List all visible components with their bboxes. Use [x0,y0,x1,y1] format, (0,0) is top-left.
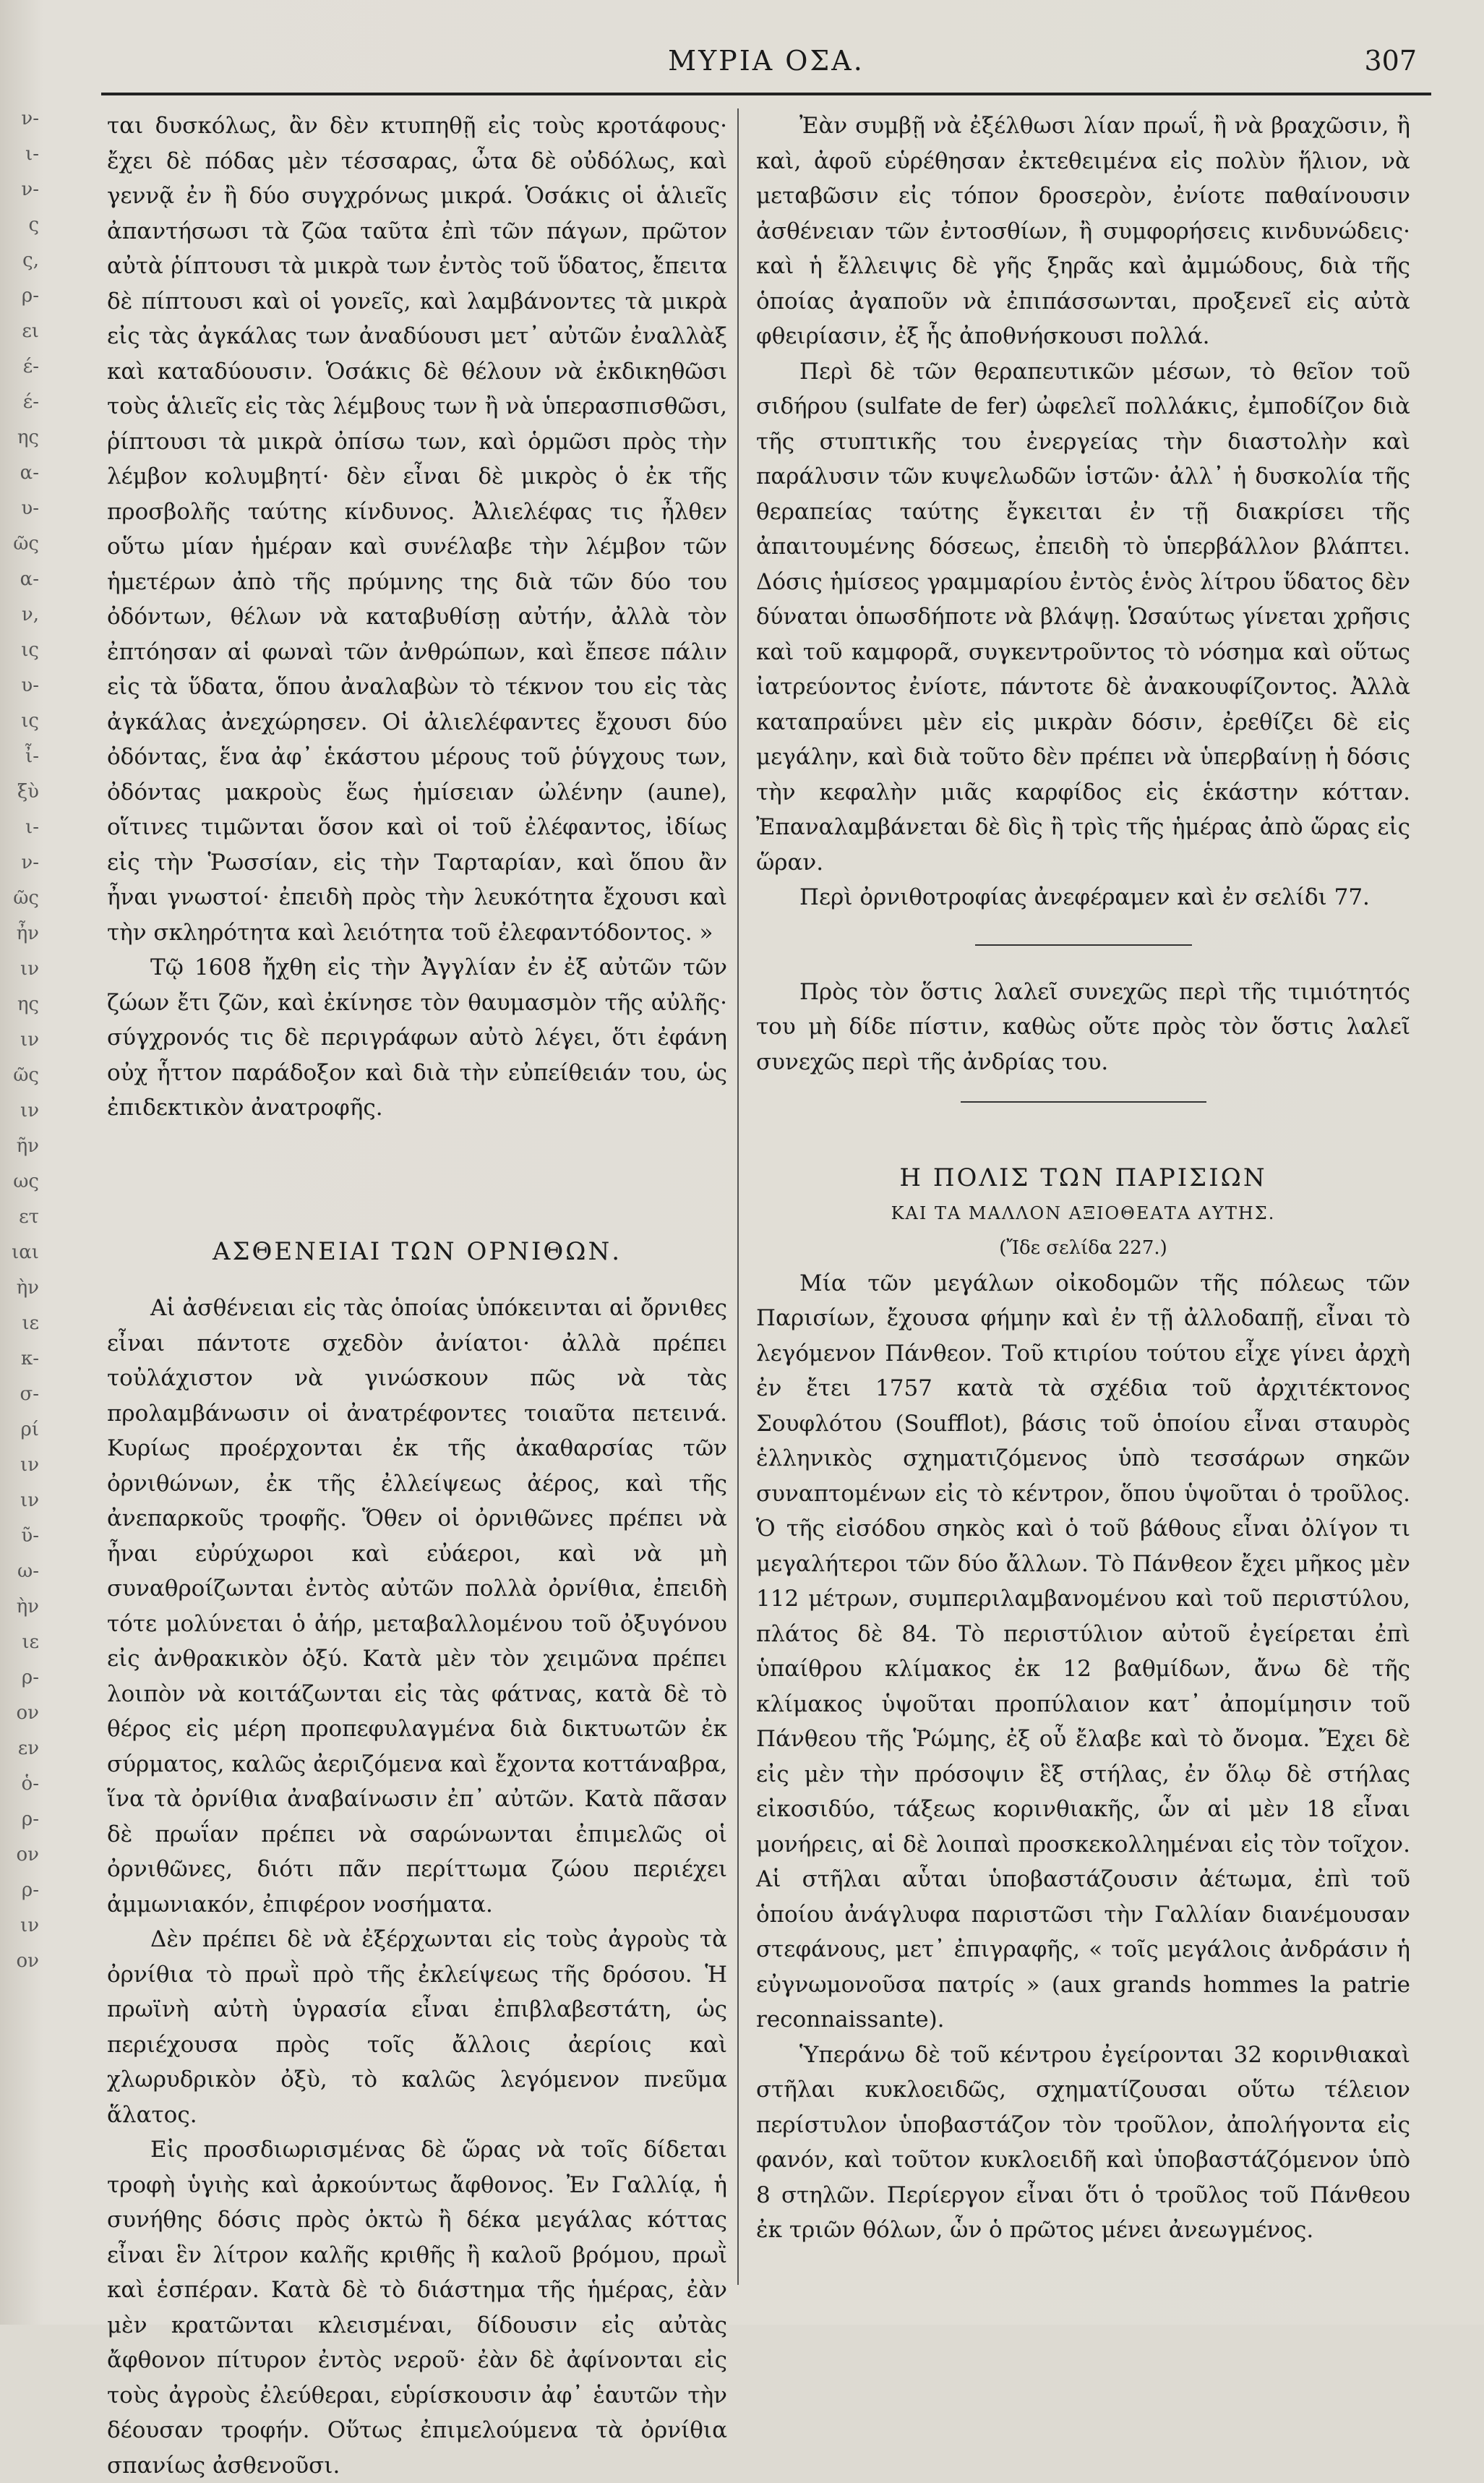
spacer [756,946,1410,975]
section-subtitle-paris: ΚΑΙ ΤΑ ΜΑΛΛΟΝ ΑΞΙΟΘΕΑΤΑ ΑΥΤΗΣ. [891,1202,1276,1223]
gutter-fragment: έ- [22,356,39,377]
gutter-fragment: ι- [25,143,39,165]
section-title-paris: Η ΠΟΛΙΣ ΤΩΝ ΠΑΡΙΣΙΩΝ [899,1163,1267,1192]
gutter-fragment: υ- [21,675,39,696]
paragraph-reference: Περὶ ὀρνιθοτροφίας ἀνεφέραμεν καὶ ἐν σελίδι 77. [799,884,1370,910]
column-divider [737,108,739,2285]
gutter-fragment: ς, [22,249,39,271]
paragraph-fields: Δὲν πρέπει δὲ νὰ ἐξέρχωνται εἰς τοὺς ἀγροὺς τὰ ὀρνίθια τὸ πρωῒ πρὸ τῆς ἐκλείψεως τῆς δρόσου. Ἡ πρωϊνὴ αὐτὴ ὑγρασία εἶναι ἐπιβλαβεστάτη, ὡς περιέχουσα πρὸς τοῖς ἄλλοις ἀερίοις καὶ χλωρυδρικὸν ὀξὺ, τὸ καλῶς λεγόμενον πνεῦμα ἅλατος. [107,1926,727,2128]
gutter-fragment: ἦν [16,923,39,944]
gutter-fragment: ρ- [21,1879,39,1901]
gutter-fragment: ω- [17,1560,39,1582]
gutter-fragment: ιν [20,1029,39,1051]
right-column [756,108,1410,2299]
gutter-fragment: ρί [20,1419,39,1440]
gutter-fragment: ιν [20,1454,39,1476]
spacer [756,1103,1410,1161]
gutter-fragment: ς [28,214,39,236]
gutter-fragment: ῶς [13,887,39,909]
gutter-fragment: ῦ- [21,1525,39,1547]
gutter-fragment: ιν [20,1915,39,1936]
gutter-fragment: ιν [20,958,39,980]
gutter-fragment: ις [21,710,39,732]
running-header [101,45,1431,95]
gutter-fragment: ον [16,1702,39,1724]
gutter-fragment: ῆν [16,1135,39,1157]
page-number: 307 [1364,45,1417,77]
section-title-poultry-diseases: ΑΣΘΕΝΕΙΑΙ ΤΩΝ ΟΡΝΙΘΩΝ. [212,1236,622,1266]
gutter-fragment: α- [20,462,39,484]
paragraph-dome-columns: Ὑπεράνω δὲ τοῦ κέντρου ἐγείρονται 32 κορινθιακαὶ στῆλαι κυκλοειδῶς, σχηματίζουσαι οὕτω τέλειον περίστυλον ὑποβαστάζον τὸν τροῦλον, ἀπολήγοντα εἰς φανόν, καὶ τοῦτον κυκλοειδῆ καὶ ὑποβαστάζόμενον ὑπὸ 8 στηλῶν. Περίεργον εἶναι ὅτι ὁ τροῦλος τοῦ Πάνθεου ἐκ τριῶν θόλων, ὧν ὁ πρῶτος μένει ἀνεωγμένος. [756,2041,1410,2243]
gutter-fragment: ὁ- [21,1773,39,1795]
gutter-fragment: ξὺ [17,781,39,803]
gutter-fragment: ης [17,993,39,1015]
gutter-fragment: ρ- [21,1667,39,1688]
gutter-fragment: ῶς [13,1064,39,1086]
gutter-fragment: ν- [21,108,39,129]
paragraph-diseases: Αἱ ἀσθένειαι εἰς τὰς ὁποίας ὑπόκεινται αἱ ὄρνιθες εἶναι πάντοτε σχεδὸν ἀνίατοι· ἀλλὰ πρέπει τοὐλάχιστον νὰ γινώσκουν πῶς νὰ τὰς προλαμβάνωσιν οἱ ἀνατρέφοντες τοιαῦτα πετεινά. Κυρίως προέρχονται ἐκ τῆς ἀκαθαρσίας τῶν ὀρνιθώνων, ἐκ τῆς ἐλλείψεως ἀέρος, καὶ τῆς ἀνεπαρκοῦς τροφῆς. Ὅθεν οἱ ὀρνιθῶνες πρέπει νὰ ἦναι εὐρύχωροι καὶ εὐάεροι, καὶ νὰ μὴ συναθροίζωνται ἐντὸς αὐτῶν πολλὰ ὀρνίθια, ἐπειδὴ τότε μολύνεται ὁ ἀήρ, μεταβαλλομένου τοῦ ὀξυγόνου εἰς ἀνθρακικὸν ὀξύ. Κατὰ μὲν τὸν χειμῶνα πρέπει λοιπὸν νὰ κοιτάζωνται εἰς τὰς φάτνας, κατὰ δὲ τὸ θέρος εἰς μέρη προπεφυλαγμένα διὰ δικτυωτῶν ἐκ σύρματος, καλῶς ἀεριζόμενα καὶ ἔχοντα κοττάναβρα, ἵνα τὰ ὀρνίθια ἀναβαίνωσιν ἐπ᾽ αὐτῶν. Κατὰ πᾶσαν δὲ πρωΐαν πρέπει νὰ σαρώνωνται ἐπιμελῶς οἱ ὀρνιθῶνες, διότι πᾶν περίττωμα ζώου περιέχει ἀμμωνιακόν, ἐπιφέρον νοσήματα. [107,1295,727,1918]
paragraph-1608: Τῷ 1608 ἤχθη εἰς τὴν Ἀγγλίαν ἐν ἐξ αὐτῶν τῶν ζώων ἔτι ζῶν, καὶ ἐκίνησε τὸν θαυμασμὸν τῆς αὐλῆς· σύγχρονός τις δὲ περιγράφων αὐτὸ λέγει, ὅτι ἐφάνη οὐχ ἧττον παράδοξον καὶ διὰ τὴν εὐπείθειάν του, ὡς ἐπιδεκτικὸν ἀνατροφῆς. [107,954,727,1121]
spacer [107,1126,727,1234]
gutter-fragment: ν, [21,604,39,625]
paragraph-pantheon: Μία τῶν μεγάλων οἰκοδομῶν τῆς πόλεως τῶν Παρισίων, ἔχουσα φήμην καὶ ἐν τῇ ἀλλοδαπῇ, εἶναι τὸ λεγόμενον Πάνθεον. Τοῦ κτιρίου τούτου εἶχε γίνει ἀρχὴ ἐν ἔτει 1757 κατὰ τὰ σχέδια τοῦ ἀρχιτέκτονος Σουφλότου (Soufflot), βάσις τοῦ ὁποίου εἶναι σταυρὸς ἑλληνικὸς σχηματιζόμενος ὑπὸ τεσσάρων σηκῶν συναπτομένων εἰς τὸ κέντρον, ὅπου ὑψοῦται ὁ τροῦλος. Ὁ τῆς εἰσόδου σηκὸς καὶ ὁ τοῦ βάθους εἶναι ὀλίγον τι μεγαλήτεροι τῶν δύο ἄλλων. Τὸ Πάνθεον ἔχει μῆκος μὲν 112 μέτρων, συμπεριλαμβανομένου καὶ τοῦ περιστύλου, πλάτος δὲ 84. Τὸ περιστύλιον αὐτοῦ ἐγείρεται ἐπὶ ὑπαίθρου κλίμακος ἐκ 12 βαθμίδων, ἄνω δὲ τῆς κλίμακος ὑψοῦται προπύλαιον κατ᾽ ἀπομίμησιν τοῦ Πάνθεου τῆς Ῥώμης, ἐξ οὗ ἔλαβε καὶ τὸ ὄνομα. Ἔχει δὲ εἰς μὲν τὴν πρόσοψιν ἓξ στήλας, ἐν ὅλῳ δὲ στήλας εἰκοσιδύο, τάξεως κορινθιακῆς, ὧν αἱ μὲν 18 εἶναι μονήρεις, αἱ δὲ λοιπαὶ προσκεκολλημέναι εἰς τὸν τοῖχον. Αἱ στῆλαι αὗται ὑποβαστάζουσιν ἀέτωμα, ἐπὶ τοῦ ὁποίου ἀνάγλυφα παριστῶσι τὴν Γαλλίαν διανέμουσαν στεφάνους, μετ᾽ ἐπιγραφῆς, « τοῖς μεγάλοις ἀνδράσιν ἡ εὐγνωμονοῦσα πατρίς » (aux grands hommes la patrie reconnaissante). [756,1270,1410,2033]
gutter-fragment: ως [13,1171,39,1192]
gutter-fragment: ον [16,1844,39,1866]
gutter-fragment: ὴν [16,1277,39,1299]
gutter-fragment: ιν [20,1490,39,1511]
header-rule [101,93,1431,95]
gutter-fragment: έ- [22,391,39,413]
gutter-fragment: εν [17,1738,39,1759]
gutter-fragment: ιν [20,1100,39,1121]
gutter-fragment: α- [20,568,39,590]
gutter-fragment: ιε [22,1312,39,1334]
gutter-fragment: ρ- [21,285,39,307]
gutter-fragment: ιαι [12,1242,39,1263]
paragraph-continuation: Ἐὰν συμβῇ νὰ ἐξέλθωσι λίαν πρωΐ, ἢ νὰ βραχῶσιν, ἢ καὶ, ἀφοῦ εὑρέθησαν ἐκτεθειμένα εἰς πολὺν ἥλιον, νὰ μεταβῶσιν εἰς τόπον δροσερὸν, ἐνίοτε παθαίνουσιν ἀσθένειαν τῶν ἐντοσθίων, ἢ συμφορήσεις κινδυνώδεις· καὶ ἡ ἔλλειψις δὲ γῆς ξηρᾶς καὶ ἀμμώδους, διὰ τῆς ὁποίας ἀγαποῦν νὰ ἐπιπάσσωνται, προξενεῖ εἰς αὐτὰ φθειρίασιν, ἐξ ἧς ἀποθνήσκουσι πολλά. [756,113,1410,349]
gutter-fragment: ις [21,639,39,661]
gutter-fragment: ον [16,1950,39,1972]
gutter-fragment: ῶς [13,533,39,555]
gutter-fragment: κ- [20,1348,39,1369]
spacer [756,915,1410,944]
maxim-paragraph: Πρὸς τὸν ὅστις λαλεῖ συνεχῶς περὶ τῆς τιμιότητός του μὴ δίδε πίστιν, καθὼς οὔτε πρὸς τὸν ὅστις λαλεῖ συνεχῶς περὶ τῆς ἀνδρίας του. [756,978,1410,1075]
facing-page-margin [0,101,43,2270]
section-page-reference: (Ἴδε σελίδα 227.) [999,1237,1167,1259]
gutter-fragment: ης [17,427,39,448]
paragraph-remedies: Περὶ δὲ τῶν θεραπευτικῶν μέσων, τὸ θεῖον τοῦ σιδήρου (sulfate de fer) ὠφελεῖ πολλάκις, ἐμποδίζον διὰ τῆς στυπτικῆς του ἐνεργείας τὴν διαστολὴν καὶ παράλυσιν τῶν κυψελωδῶν ἱστῶν· ἀλλ᾽ ἡ δυσκολία τῆς θεραπείας ταύτης ἔγκειται ἐν τῇ διακρίσει τῆς ἀπαιτουμένης δόσεως, ἐπειδὴ τὸ ὑπερβάλλον βλάπτει. Δόσις ἡμίσεος γραμμαρίου ἐντὸς ἑνὸς λίτρου ὕδατος δὲν δύναται ὁπωσδήποτε νὰ βλάψῃ. Ὡσαύτως γίνεται χρῆσις καὶ τοῦ καμφορᾶ, συγκεντροῦντος τὸ νόσημα καὶ οὕτως ἰατρεύοντος ἐνίοτε, πάντοτε δὲ ἀνακουφίζοντος. Ἀλλὰ καταπραΰνει μὲν εἰς μικρὰν δόσιν, ἐρεθίζει δὲ εἰς μεγάλην, καὶ διὰ τοῦτο δὲν πρέπει νὰ ὑπερβαίνῃ ἡ δόσις τὴν κεφαλὴν μιᾶς καρφίδος εἰς ἑκάστην κότταν. Ἐπαναλαμβάνεται δὲ δὶς ἢ τρὶς τῆς ἡμέρας ἀπὸ ὥρας εἰς ὥραν. [756,358,1410,876]
running-title: ΜΥΡΙΑ ΟΣΑ. [668,45,865,77]
gutter-fragment: ὴν [16,1596,39,1617]
gutter-fragment: ρ- [21,1808,39,1830]
gutter-fragment: ετ [19,1206,39,1228]
left-column [107,108,727,2479]
paragraph-elephant-seals: ται δυσκόλως, ἂν δὲν κτυπηθῇ εἰς τοὺς κροτάφους· ἔχει δὲ πόδας μὲν τέσσαρας, ὦτα δὲ οὐδόλως, καὶ γεννᾷ ἐν ἢ δύο συγχρόνως μικρά. Ὁσάκις οἱ ἁλιεῖς ἀπαντήσωσι τὰ ζῶα ταῦτα ἐπὶ τῶν πάγων, πρῶτον αὐτὰ ῥίπτουσι τὰ μικρὰ των ἐντὸς τοῦ ὕδατος, ἔπειτα δὲ πίπτουσι καὶ οἱ γονεῖς, καὶ λαμβάνοντες τὰ μικρὰ εἰς τὰς ἀγκάλας των ἀναδύουσι μετ᾽ αὐτῶν ἐναλλὰξ καὶ καταδύουσιν. Ὁσάκις δὲ θέλουν νὰ ἐκδικηθῶσι τοὺς ἁλιεῖς εἰς τὰς λέμβους των ἢ νὰ ὑπερασπισθῶσι, ῥίπτουσι τὰ μικρὰ ὀπίσω των, καὶ ὁρμῶσι πρὸς τὴν λέμβον κολυμβητί· δὲν εἶναι δὲ μικρὸς ὁ ἐκ τῆς προσβολῆς ταύτης κίνδυνος. Ἀλιελέφας τις ἦλθεν οὕτω μίαν ἡμέραν καὶ συνέλαβε τὴν λέμβον τῶν ἡμετέρων ἀπὸ τῆς πρύμνης της διὰ τῶν δύο του ὀδόντων, θέλων νὰ καταβυθίσῃ αὐτήν, ἀλλὰ τὸν ἐπτόησαν αἱ φωναὶ τῶν ἀνθρώπων, καὶ ἔπεσε πάλιν εἰς τὰ ὕδατα, ὅπου ἀναλαβὼν τὸ τέκνον του εἰς τὰς ἀγκάλας ἀνεχώρησεν. Οἱ ἀλιελέφαντες ἔχουσι δύο ὀδόντας, ἕνα ἀφ᾽ ἑκάστου μέρους τοῦ ῥύγχους των, ὀδόντας μακροὺς ἕως ἡμίσειαν ὠλένην (aune), οἵτινες τιμῶνται ὅσον καὶ οἱ τοῦ ἐλέφαντος, ἰδίως εἰς τὴν Ῥωσσίαν, εἰς τὴν Ταρταρίαν, καὶ ὅπου ἂν ἦναι γνωστοί· ἐπειδὴ πρὸς τὴν λευκότητα ἔχουσι καὶ τὴν σκληρότητα καὶ λειότητα τοῦ ἐλεφαντόδοντος. » [107,113,727,946]
gutter-fragment: ν- [21,852,39,873]
gutter-fragment: ιε [22,1631,39,1653]
spacer [107,1269,727,1291]
gutter-fragment: ν- [21,179,39,200]
gutter-fragment: ει [22,320,39,342]
spacer [756,1080,1410,1101]
gutter-fragment: σ- [20,1383,39,1405]
gutter-fragment: ἶ- [25,745,39,767]
paragraph-feeding-hours: Εἰς προσδιωρισμένας δὲ ὥρας νὰ τοῖς δίδεται τροφὴ ὑγιὴς καὶ ἀρκούντως ἄφθονος. Ἐν Γαλλίᾳ, ἡ συνήθης δόσις πρὸς ὀκτὼ ἢ δέκα μεγάλας κόττας εἶναι ἓν λίτρον καλῆς κριθῆς ἢ καλοῦ βρόμου, πρωῒ καὶ ἑσπέραν. Κατὰ δὲ τὸ διάστημα τῆς ἡμέρας, ἐὰν μὲν κρατῶνται κλεισμέναι, δίδουσιν εἰς αὐτὰς ἄφθονον πίτυρον ἐντὸς νεροῦ· ἐὰν δὲ ἀφίνονται εἰς τοὺς ἀγροὺς ἐλεύθεραι, εὑρίσκουσιν ἀφ᾽ ἑαυτῶν τὴν δέουσαν τροφήν. Οὕτως ἐπιμελούμενα τὰ ὀρνίθια σπανίως ἀσθενοῦσι. [107,2137,727,2479]
gutter-fragment: ι- [25,816,39,838]
gutter-fragment: υ- [21,497,39,519]
